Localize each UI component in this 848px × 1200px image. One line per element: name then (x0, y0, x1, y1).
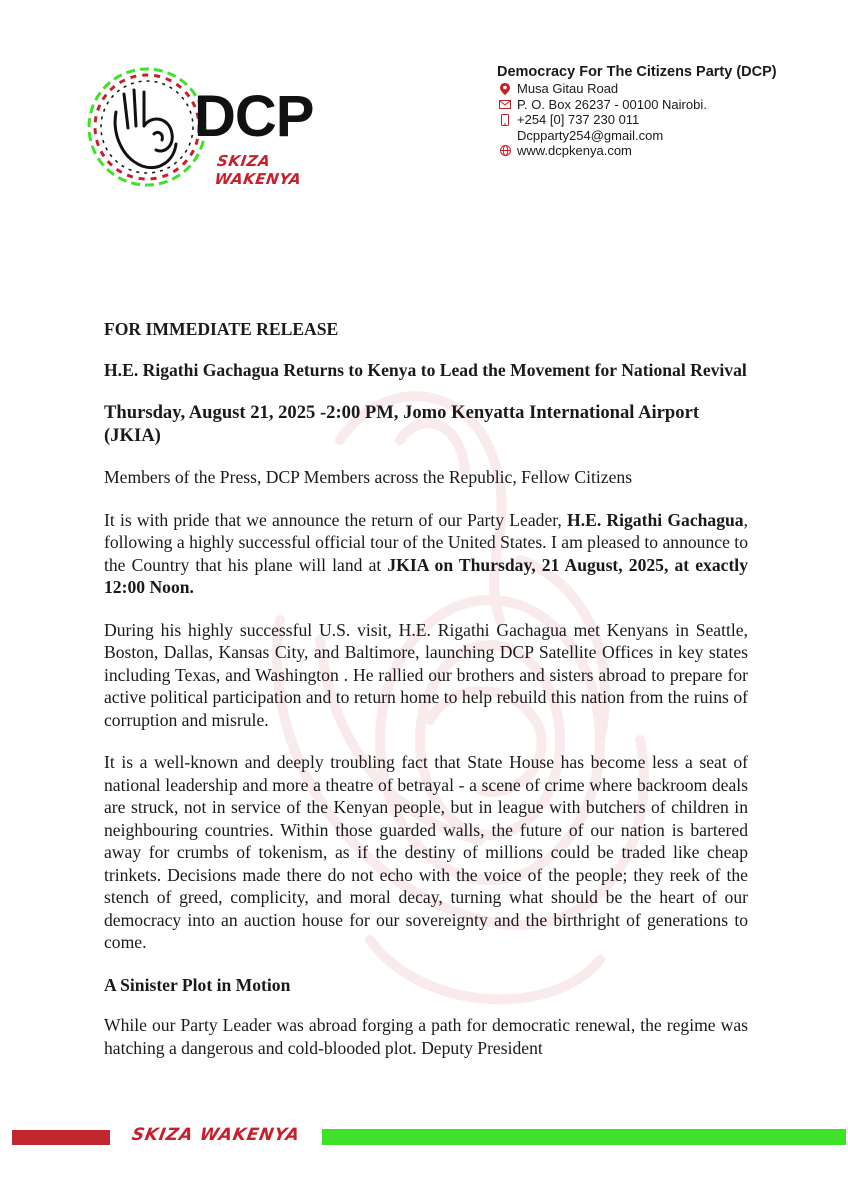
logo-slogan: SKIZA WAKENYA (213, 152, 303, 188)
paragraph-announcement (104, 509, 748, 599)
release-salutation: Members of the Press, DCP Members across the Republic, Fellow Citizens (104, 467, 633, 487)
footer-slogan: SKIZA WAKENYA (130, 1125, 302, 1145)
release-dateline: Thursday, August 21, 2025 -2:00 PM, Jomo Kenyatta International Airport (JKIA) (104, 402, 700, 446)
phone-icon (497, 114, 513, 126)
subheading-sinister-plot: A Sinister Plot in Motion (104, 974, 291, 995)
contact-email[interactable] (497, 128, 777, 144)
contact-pobox (497, 97, 777, 113)
paragraph-us-visit: During his highly successful U.S. visit, H.E. Rigathi Gachagua met Kenyans in Seattle, Boston, Dallas, Kansas City, and Baltimore, launching DCP Satellite Offices in key states including Texas, and Washington . He rallied our brothers and sisters abroad to prepare for active political participation and to return home to help rebuild this nation from the ruins of corruption and misrule. (104, 619, 748, 730)
contact-website-text[interactable]: www.dcpkenya.com (517, 143, 632, 158)
location-pin-icon (497, 83, 513, 95)
contact-address (497, 81, 777, 97)
p1-arrival-details: JKIA on Thursday, 21 August, 2025, at exactly 12:00 Noon. (104, 554, 748, 597)
press-release-body (104, 318, 748, 1059)
footer-red-bar (12, 1130, 110, 1145)
party-logo (82, 62, 322, 192)
p1-party-leader: H.E. Rigathi Gachagua (567, 509, 744, 530)
contact-phone-text: +254 [0] 737 230 011 (517, 112, 640, 127)
logo-wordmark: DCP (194, 84, 314, 149)
hand-ear-icon (108, 84, 188, 174)
globe-icon (497, 145, 513, 156)
contact-website[interactable] (497, 143, 777, 159)
release-label: FOR IMMEDIATE RELEASE (104, 319, 339, 339)
p1-part-a: It is with pride that we announce the return of our Party Leader, (104, 509, 568, 530)
release-headline: H.E. Rigathi Gachagua Returns to Kenya to Lead the Movement for National Revival (104, 359, 747, 380)
footer-green-bar (322, 1129, 846, 1145)
paragraph-state-house: It is a well-known and deeply troubling fact that State House has become less a seat of national leadership and more a theatre of betrayal - a scene of crime where backroom deals are struck, not in service of the Kenyan people, but in league with butchers of children in neighbouring countries. Within those guarded walls, the future of our nation is bartered away for crumbs of tokenism, as if the destiny of millions could be traded like cheap trinkets. Decisions made there do not echo with the voice of the people; they reek of the stench of greed, complicity, and moral decay, turning what should be the heart of our democracy into an auction house for our sovereignty and the birthright of generations to come. (104, 752, 748, 952)
mail-icon (497, 100, 513, 109)
paragraph-plot: While our Party Leader was abroad forging a path for democratic renewal, the regime was hatching a dangerous and cold-blooded plot. Deputy President (104, 1015, 748, 1058)
contact-address-text: Musa Gitau Road (517, 81, 619, 96)
footer-bar (12, 1125, 836, 1149)
contact-block (497, 63, 777, 159)
contact-email-text[interactable]: Dcpparty254@gmail.com (517, 127, 664, 143)
org-name: Democracy For The Citizens Party (DCP) (497, 64, 777, 80)
contact-phone (497, 112, 777, 128)
p1-part-c: , following a highly successful official tour of the United States. I am pleased to announce to the Country that his plane will land at (104, 509, 748, 575)
contact-pobox-text: P. O. Box 26237 - 00100 Nairobi. (517, 96, 707, 112)
